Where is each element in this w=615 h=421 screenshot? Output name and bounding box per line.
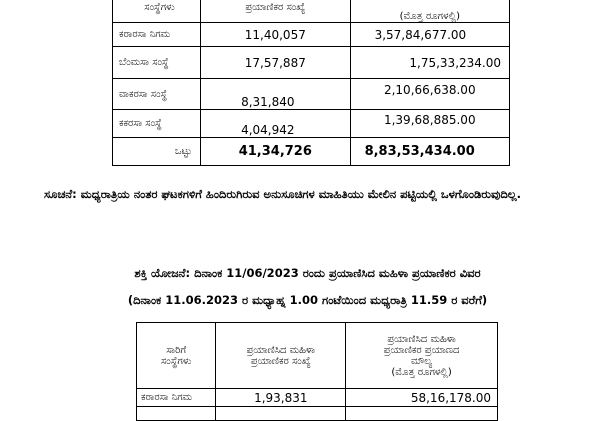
table-row — [113, 47, 510, 79]
row-passengers: 11,40,057 — [201, 23, 351, 47]
header-amount: (ಮೊತ್ತ ರೂಗಳಲ್ಲಿ) — [350, 0, 509, 23]
row-passengers: 4,04,942 — [201, 110, 351, 138]
header-line: ಪ್ರಯಾಣಿಸಿದ ಮಹಿಳಾ — [246, 344, 316, 356]
passenger-summary-table — [112, 0, 510, 166]
header-institutions: ಸಂಸ್ಥೆಗಳು — [113, 0, 201, 23]
header-line: ಪ್ರಯಾಣಿಕರ ಸಂಖ್ಯೆ — [250, 355, 311, 367]
table-row — [113, 79, 510, 110]
table-header-row — [137, 323, 498, 389]
women-passenger-table — [136, 322, 498, 421]
total-passengers: 41,34,726 — [201, 138, 351, 166]
row-passengers: 1,93,831 — [216, 389, 346, 407]
table-row — [113, 23, 510, 47]
header-line: ಪ್ರಯಾಣಿಕರ ಪ್ರಯಾಣದ — [383, 344, 460, 356]
table-row — [137, 407, 498, 421]
header-travel-value — [346, 323, 498, 389]
row-amount: 1,75,33,234.00 — [350, 47, 509, 79]
row-amount: 1,39,68,885.00 — [350, 110, 509, 138]
row-amount: 58,16,178.00 — [346, 389, 498, 407]
table-row — [137, 389, 498, 407]
table-total-row — [113, 138, 510, 166]
row-passengers: 17,57,887 — [201, 47, 351, 79]
table-header-row — [113, 0, 510, 23]
section-subtitle: (ದಿನಾಂಕ 11.06.2023 ರ ಮಧ್ಯಾಹ್ನ 1.00 ಗಂಟೆಯಿಂದ ಮಧ್ಯರಾತ್ರಿ 11.59 ರ ವರೆಗೆ) — [127, 293, 488, 307]
row-name: ವಾಕರಸಾ ಸಂಸ್ಥೆ — [113, 79, 201, 110]
row-amount: 3,57,84,677.00 — [350, 23, 509, 47]
row-name: ಕರಾರಸಾ ನಿಗಮ — [137, 389, 216, 407]
header-line: ಸಾರಿಗೆ — [166, 344, 187, 356]
header-passenger-count: ಪ್ರಯಾಣಿಕರ ಸಂಖ್ಯೆ — [201, 0, 351, 23]
section-title: ಶಕ್ತಿ ಯೋಜನೆ: ದಿನಾಂಕ 11/06/2023 ರಂದು ಪ್ರಯಾಣಿಸಿದ ಮಹಿಳಾ ಪ್ರಯಾಣಿಕರ ವಿವರ — [134, 266, 481, 280]
header-line: ಮೌಲ್ಯ — [411, 355, 433, 367]
row-passengers: 8,31,840 — [201, 79, 351, 110]
note-text: ಸೂಚನೆ: ಮಧ್ಯರಾತ್ರಿಯ ನಂತರ ಘಟಕಗಳಿಗೆ ಹಿಂದಿರುಗಿರುವ ಅನುಸೂಚಿಗಳ ಮಾಹಿತಿಯು ಮೇಲಿನ ಪಟ್ಟಿಯಲ್ಲಿ ಒಳಗೊಂಡಿರುವುದಿಲ್ಲ. — [44, 187, 521, 201]
row-name: ಕರಾರಸಾ ನಿಗಮ — [113, 23, 201, 47]
header-institutions — [137, 323, 216, 389]
header-line: (ಮೊತ್ತ ರೂಗಳಲ್ಲಿ) — [391, 366, 452, 378]
total-amount: 8,83,53,434.00 — [350, 138, 509, 166]
table-row — [113, 110, 510, 138]
row-amount: 2,10,66,638.00 — [350, 79, 509, 110]
header-women-passengers — [216, 323, 346, 389]
row-name: ಕಕರಸಾ ಸಂಸ್ಥೆ — [113, 110, 201, 138]
total-label: ಒಟ್ಟು — [113, 138, 201, 166]
header-line: ಸಂಸ್ಥೆಗಳು — [160, 355, 192, 367]
header-line: ಪ್ರಯಾಣಿಸಿದ ಮಹಿಳಾ — [387, 333, 456, 345]
row-name: ಬೆಂಮಸಾ ಸಂಸ್ಥೆ — [113, 47, 201, 79]
